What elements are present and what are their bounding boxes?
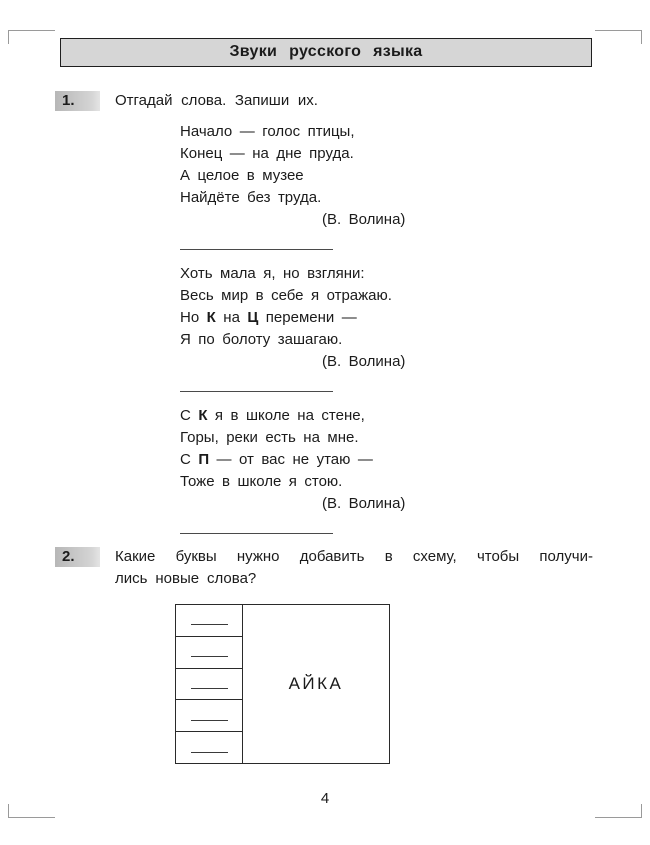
poem-attribution: (В. Волина) (322, 211, 406, 228)
riddle-poem (180, 263, 405, 373)
exercise-1-instruction: Отгадай слова. Запиши их. (115, 92, 318, 109)
page-frame-corner-top-right (595, 30, 642, 44)
chapter-title-bar (60, 38, 592, 67)
word-scheme-diagram (175, 604, 390, 764)
diagram-letter-column (176, 605, 243, 763)
exercise-2-instruction (115, 546, 593, 590)
instruction-line-1: Какие буквы нужно добавить в схему, чтобы получи- (115, 548, 593, 565)
riddles (180, 121, 650, 534)
poem-line: Начало — голос птицы, (180, 123, 355, 140)
diagram-word-area (243, 605, 389, 763)
poem-line: Хоть мала я, но взгляни: (180, 265, 365, 282)
answer-write-line (180, 249, 333, 250)
riddle-poem (180, 405, 405, 515)
chapter-title: Звуки русского языка (229, 43, 423, 60)
letter-blank-line (191, 679, 228, 689)
diagram-letter-cell (176, 732, 242, 763)
poem-line: Тоже в школе я стою. (180, 473, 343, 490)
poem-line: Найдёте без труда. (180, 189, 322, 206)
exercise-1-number-badge: 1. (55, 91, 100, 111)
letter-blank-line (191, 647, 228, 657)
poem-line: Горы, реки есть на мне. (180, 429, 359, 446)
exercise-2-number-badge: 2. (55, 547, 100, 567)
poem-attribution: (В. Волина) (322, 353, 406, 370)
poem-line: Но К на Ц перемени — (180, 309, 357, 326)
poem-line: С К я в школе на стене, (180, 407, 365, 424)
page-number: 4 (320, 790, 330, 807)
letter-blank-line (191, 743, 228, 753)
poem-line: А целое в музее (180, 167, 304, 184)
poem-line: С П — от вас не утаю — (180, 451, 373, 468)
poem-attribution: (В. Волина) (322, 495, 406, 512)
answer-write-line (180, 391, 333, 392)
diagram-letter-cell (176, 605, 242, 637)
instruction-line-2: лись новые слова? (115, 570, 257, 587)
riddle-poem (180, 121, 405, 231)
page-frame-corner-top-left (8, 30, 55, 44)
exercise-2-header (55, 547, 650, 590)
diagram-word-part: АЙКА (288, 674, 344, 693)
poem-line: Весь мир в себе я отражаю. (180, 287, 392, 304)
poem-line: Я по болоту зашагаю. (180, 331, 343, 348)
answer-write-line (180, 533, 333, 534)
exercise-1-header (55, 91, 650, 111)
letter-blank-line (191, 711, 228, 721)
diagram-letter-cell (176, 669, 242, 701)
letter-blank-line (191, 615, 228, 625)
diagram-letter-cell (176, 700, 242, 732)
diagram-letter-cell (176, 637, 242, 669)
poem-line: Конец — на дне пруда. (180, 145, 354, 162)
